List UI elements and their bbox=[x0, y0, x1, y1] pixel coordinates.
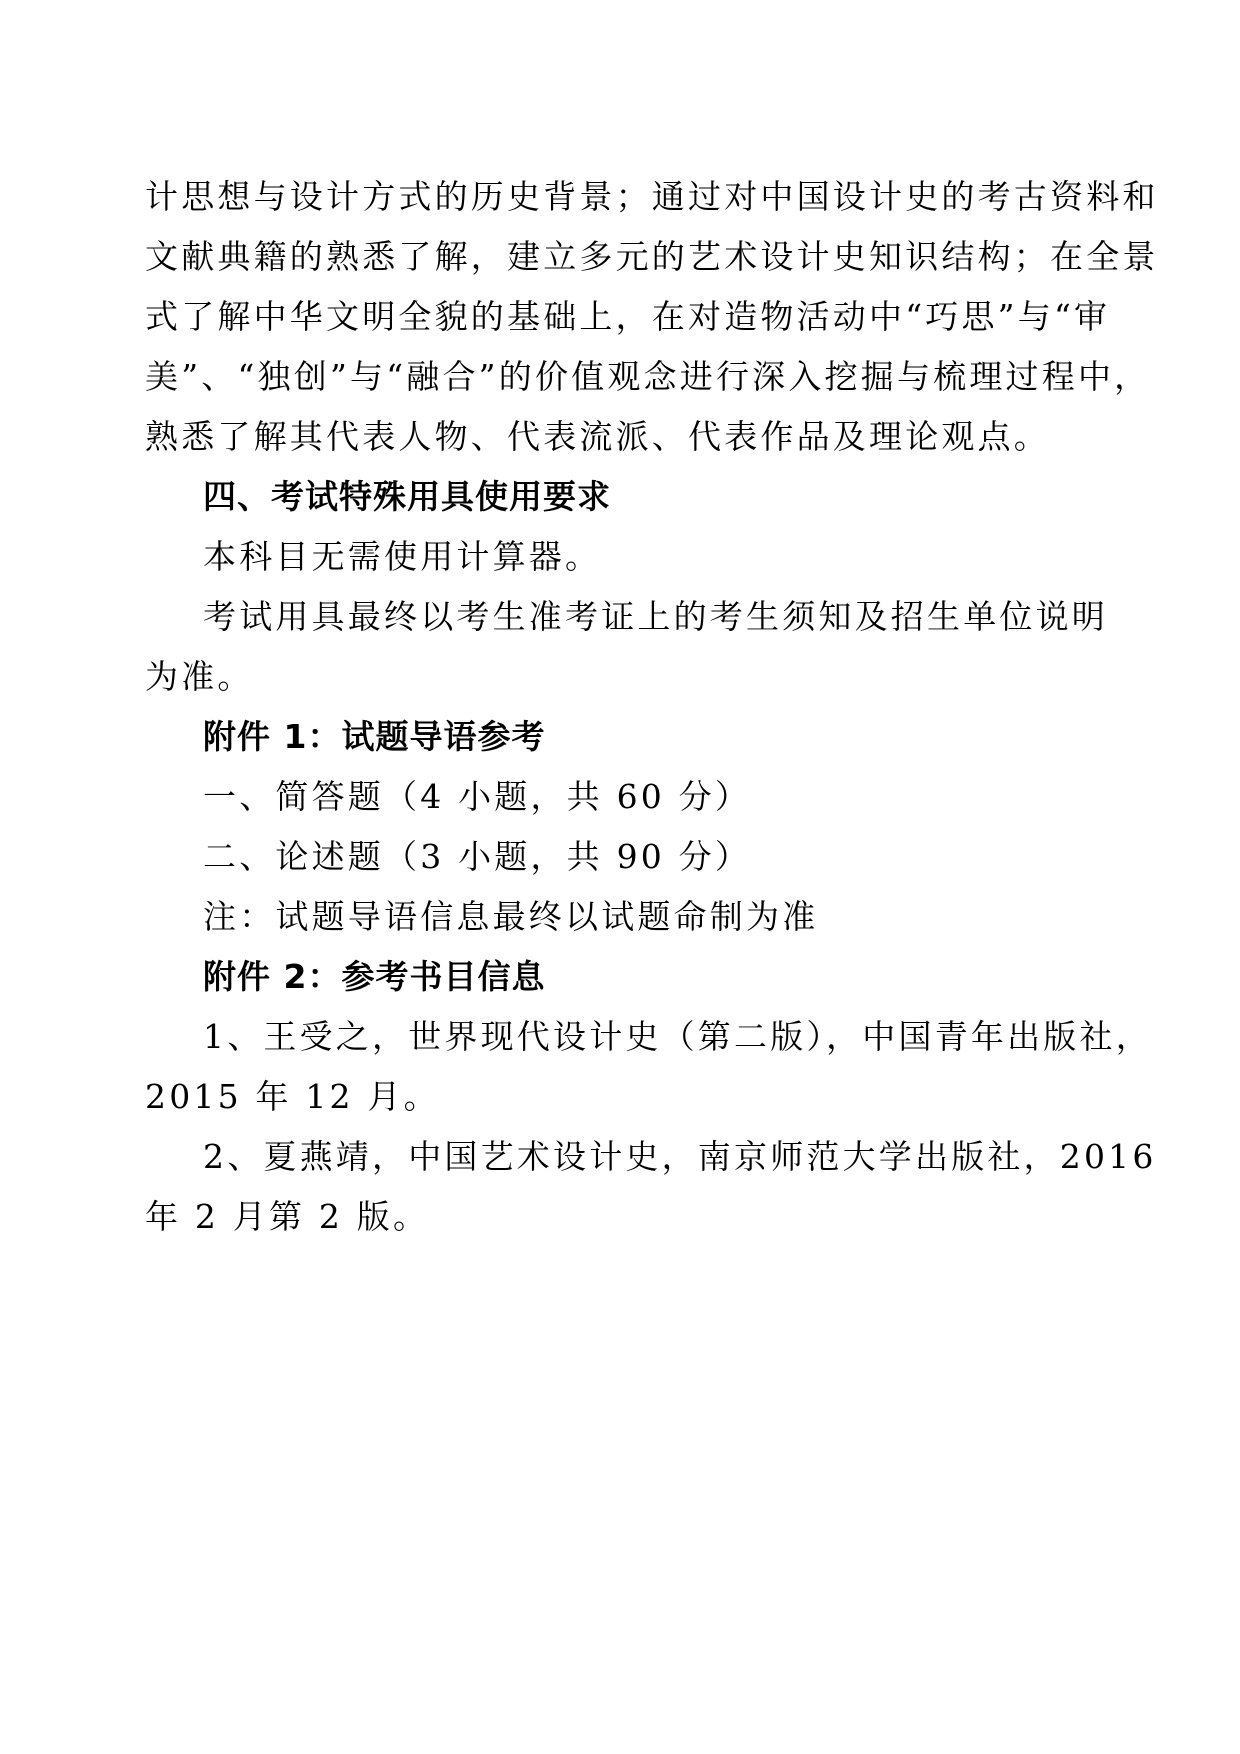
appendix1-item-2: 二、论述题（3 小题，共 90 分） bbox=[203, 837, 752, 876]
intro-line-2: 文献典籍的熟悉了解，建立多元的艺术设计史知识结构；在全景 bbox=[145, 237, 1159, 276]
section4-para2-line2: 为准。 bbox=[145, 657, 254, 696]
intro-line-3: 式了解中华文明全貌的基础上，在对造物活动中“巧思”与“审 bbox=[145, 297, 1111, 336]
appendix1-note: 注：试题导语信息最终以试题命制为准 bbox=[203, 897, 819, 936]
intro-line-5: 熟悉了解其代表人物、代表流派、代表作品及理论观点。 bbox=[145, 417, 1050, 456]
appendix2-heading: 附件 2：参考书目信息 bbox=[203, 957, 546, 996]
book-1-line2: 2015 年 12 月。 bbox=[145, 1077, 440, 1116]
intro-line-4: 美”、“独创”与“融合”的价值观念进行深入挖掘与梳理过程中， bbox=[145, 357, 1151, 396]
book-2-line2: 年 2 月第 2 版。 bbox=[145, 1197, 430, 1236]
section4-para2-line1: 考试用具最终以考生准考证上的考生须知及招生单位说明 bbox=[203, 597, 1108, 636]
appendix1-item-1: 一、简答题（4 小题，共 60 分） bbox=[203, 777, 752, 816]
book-1-line1: 1、王受之，世界现代设计史（第二版），中国青年出版社， bbox=[203, 1017, 1152, 1056]
intro-line-1: 计思想与设计方式的历史背景；通过对中国设计史的考古资料和 bbox=[145, 177, 1159, 216]
section4-para1: 本科目无需使用计算器。 bbox=[203, 537, 602, 576]
section4-heading: 四、考试特殊用具使用要求 bbox=[203, 477, 611, 516]
book-2-line1: 2、夏燕靖，中国艺术设计史，南京师范大学出版社，2016 bbox=[203, 1137, 1157, 1176]
appendix1-heading: 附件 1：试题导语参考 bbox=[203, 717, 546, 756]
